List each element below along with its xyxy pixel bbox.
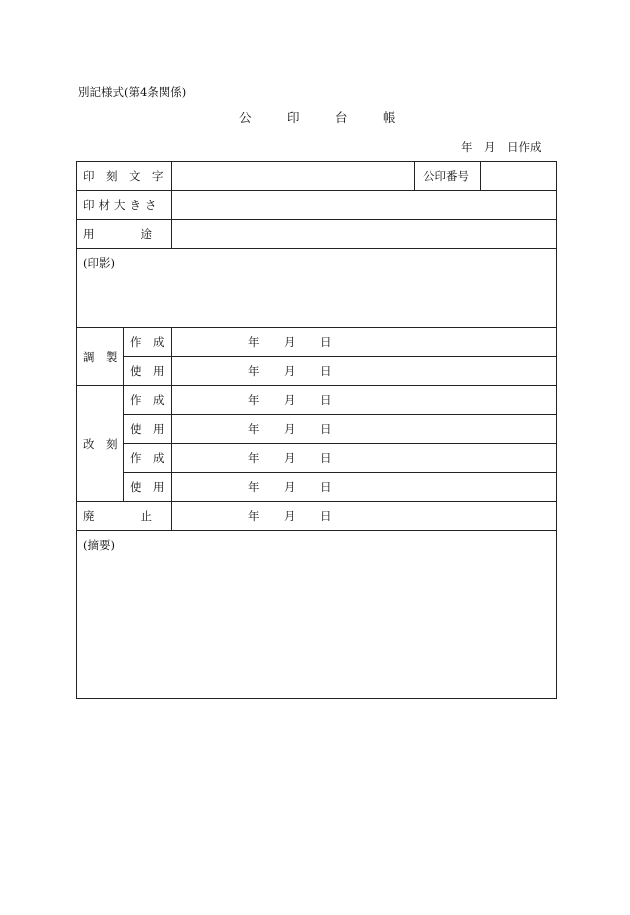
made-create-date[interactable]: 年 月 日: [172, 328, 557, 357]
revised-use-label: 使 用: [124, 415, 172, 444]
purpose-value[interactable]: [172, 220, 557, 249]
impression-label: (印影): [83, 256, 115, 270]
made-create-label: 作 成: [124, 328, 172, 357]
table-row: [77, 502, 557, 531]
summary-area[interactable]: [77, 531, 557, 699]
size-label: 印材大きさ: [77, 191, 172, 220]
summary-label: (摘要): [83, 538, 115, 552]
form-title: [239, 108, 396, 126]
title-char: 台: [335, 110, 348, 125]
table-row: [77, 328, 557, 357]
made-use-date[interactable]: 年 月 日: [172, 357, 557, 386]
table-row: [77, 357, 557, 386]
made-label: 調 製: [77, 328, 124, 386]
revised-create-label-2: 作 成: [124, 444, 172, 473]
revised-use-date[interactable]: 年 月 日: [172, 415, 557, 444]
abolished-label: 廃 止: [77, 502, 172, 531]
table-row: [77, 249, 557, 328]
abolished-date[interactable]: 年 月 日: [172, 502, 557, 531]
impression-area[interactable]: [77, 249, 557, 328]
revised-label: 改 刻: [77, 386, 124, 502]
table-row: [77, 444, 557, 473]
table-row: [77, 386, 557, 415]
creation-date: 年 月 日作成: [461, 140, 542, 154]
purpose-label: 用 途: [77, 220, 172, 249]
made-use-label: 使 用: [124, 357, 172, 386]
revised-use-label-2: 使 用: [124, 473, 172, 502]
revised-create-label: 作 成: [124, 386, 172, 415]
table-row: [77, 531, 557, 699]
table-row: [77, 191, 557, 220]
table-row: [77, 473, 557, 502]
revised-use-date-2[interactable]: 年 月 日: [172, 473, 557, 502]
seal-ledger-table: [76, 161, 557, 699]
seal-number-value[interactable]: [481, 162, 557, 191]
title-char: 印: [287, 110, 300, 125]
seal-number-label: 公印番号: [415, 162, 481, 191]
title-char: 公: [239, 110, 252, 125]
size-value[interactable]: [172, 191, 557, 220]
inscription-value[interactable]: [172, 162, 415, 191]
table-row: [77, 162, 557, 191]
revised-create-date[interactable]: 年 月 日: [172, 386, 557, 415]
revised-create-date-2[interactable]: 年 月 日: [172, 444, 557, 473]
table-row: [77, 415, 557, 444]
inscription-label: 印 刻 文 字: [77, 162, 172, 191]
title-char: 帳: [383, 110, 396, 125]
form-heading: 別記様式(第4条関係): [78, 85, 187, 99]
table-row: [77, 220, 557, 249]
